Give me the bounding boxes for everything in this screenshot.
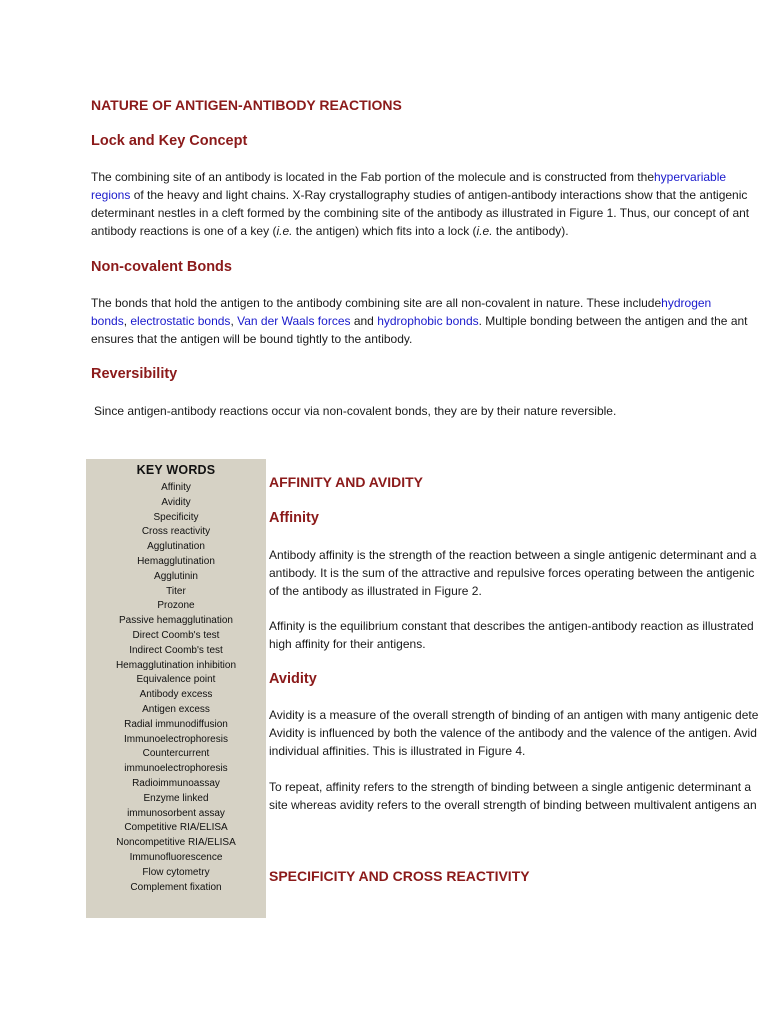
noncovalent-paragraph [91, 294, 748, 348]
key-word-item: Hemagglutination inhibition [115, 659, 237, 671]
page-title: NATURE OF ANTIGEN-ANTIBODY REACTIONS [91, 97, 402, 113]
affinity-paragraph-1 [269, 546, 756, 600]
section-heading-affinity-avidity: AFFINITY AND AVIDITY [269, 474, 423, 490]
text-run: the antigen) which fits into a lock ( [292, 224, 477, 238]
key-word-item: Radioimmunoassay [132, 777, 220, 789]
key-word-item: Noncompetitive RIA/ELISA [116, 837, 236, 849]
key-word-item: immunoelectrophoresis [124, 763, 228, 775]
avidity-paragraph-1 [269, 706, 758, 760]
key-word-item: Equivalence point [136, 674, 216, 686]
key-word-item: Enzyme linked [143, 792, 209, 804]
key-word-item: Passive hemagglutination [119, 615, 233, 627]
key-word-item: Prozone [157, 600, 195, 612]
key-word-item: Affinity [161, 482, 191, 493]
key-word-item: Radial immunodiffusion [124, 718, 228, 730]
key-word-item: Immunofluorescence [129, 851, 223, 863]
section-heading-specificity: SPECIFICITY AND CROSS REACTIVITY [269, 868, 530, 884]
electrostatic-bonds-link[interactable]: electrostatic bonds [130, 314, 231, 328]
text-line: ensures that the antigen will be bound tightly to the antibody. [91, 332, 413, 346]
text-line: Avidity is influenced by both the valence of the antibody and the valence of the antigen. Avid [269, 726, 757, 740]
key-word-item: Complement fixation [130, 881, 222, 893]
hydrophobic-bonds-link[interactable]: hydrophobic bonds [377, 314, 479, 328]
text-line: individual affinities. This is illustrated in Figure 4. [269, 744, 526, 758]
text-run: , [230, 314, 238, 328]
text-line: Antibody affinity is the strength of the reaction between a single antigenic determinant and a [269, 548, 757, 562]
text-line: Affinity is the equilibrium constant that describes the antigen-antibody reaction as illustrated [269, 619, 754, 633]
section-heading-reversibility: Reversibility [91, 366, 178, 382]
text-line: To repeat, affinity refers to the strength of binding between a single antigenic determinant a [269, 780, 752, 794]
key-word-item: Agglutination [147, 541, 205, 553]
text-run: The bonds that hold the antigen to the antibody combining site are all non-covalent in nature. These include [91, 296, 662, 310]
key-words-list [86, 481, 266, 895]
key-word-item: immunosorbent assay [127, 807, 225, 819]
text-run: The combining site of an antibody is located in the Fab portion of the molecule and is constructed from the [91, 170, 654, 184]
section-heading-noncovalent: Non-covalent Bonds [91, 259, 232, 275]
text-run: . Multiple bonding between the antigen and the ant [478, 314, 748, 328]
key-words-title: KEY WORDS [136, 463, 216, 477]
van-der-waals-forces-link[interactable]: Van der Waals forces [237, 314, 351, 328]
text-line: of the antibody as illustrated in Figure 2. [269, 584, 482, 598]
key-word-item: Immunoelectrophoresis [124, 733, 228, 745]
text-run: antibody reactions is one of a key ( [91, 224, 277, 238]
key-word-item: Indirect Coomb's test [129, 644, 223, 656]
key-word-item: Hemagglutination [137, 555, 215, 567]
text-run: the antibody). [492, 224, 569, 238]
text-run: , [123, 314, 131, 328]
reversibility-paragraph: Since antigen-antibody reactions occur via non-covalent bonds, they are by their nature reversible. [94, 404, 617, 418]
text-line: high affinity for their antigens. [269, 637, 426, 651]
key-word-item: Agglutinin [154, 570, 198, 582]
lock-key-paragraph [91, 168, 749, 240]
text-line: Avidity is a measure of the overall strength of binding of an antigen with many antigenic dete [269, 708, 759, 722]
hydrogen-bonds-link[interactable]: hydrogen [661, 296, 712, 310]
key-words-sidebar [86, 459, 266, 918]
key-word-item: Cross reactivity [141, 526, 211, 538]
key-word-item: Avidity [161, 496, 191, 508]
avidity-paragraph-2 [269, 778, 757, 814]
key-word-item: Titer [166, 585, 186, 597]
hypervariable-regions-link[interactable]: hypervariable [654, 170, 727, 184]
key-word-item: Competitive RIA/ELISA [124, 822, 228, 834]
text-line: determinant nestles in a cleft formed by the combining site of the antibody as illustrated in Figure 1. Thus, our concept of ant [91, 206, 750, 220]
key-word-item: Antibody excess [139, 689, 213, 701]
key-word-item: Specificity [153, 511, 199, 523]
key-word-item: Flow cytometry [142, 866, 210, 878]
key-word-item: Direct Coomb's test [132, 629, 220, 641]
text-run-italic: i.e. [276, 224, 293, 238]
hypervariable-regions-link-cont[interactable]: regions [91, 188, 131, 202]
subheading-avidity: Avidity [269, 671, 317, 687]
key-word-item: Countercurrent [142, 748, 210, 760]
section-heading-lock-key: Lock and Key Concept [91, 133, 248, 149]
text-line: antibody. It is the sum of the attractive and repulsive forces operating between the antigenic [269, 566, 755, 580]
text-run: and [350, 314, 378, 328]
key-word-item: Antigen excess [142, 703, 210, 715]
text-line: site whereas avidity refers to the overall strength of binding between multivalent antigens an [269, 798, 757, 812]
subheading-affinity: Affinity [269, 510, 319, 526]
text-run-italic: i.e. [476, 224, 493, 238]
hydrogen-bonds-link-cont[interactable]: bonds [91, 314, 124, 328]
text-run: of the heavy and light chains. X-Ray crystallography studies of antigen-antibody interactions show that the antigenic [130, 188, 748, 202]
affinity-paragraph-2 [269, 617, 754, 653]
